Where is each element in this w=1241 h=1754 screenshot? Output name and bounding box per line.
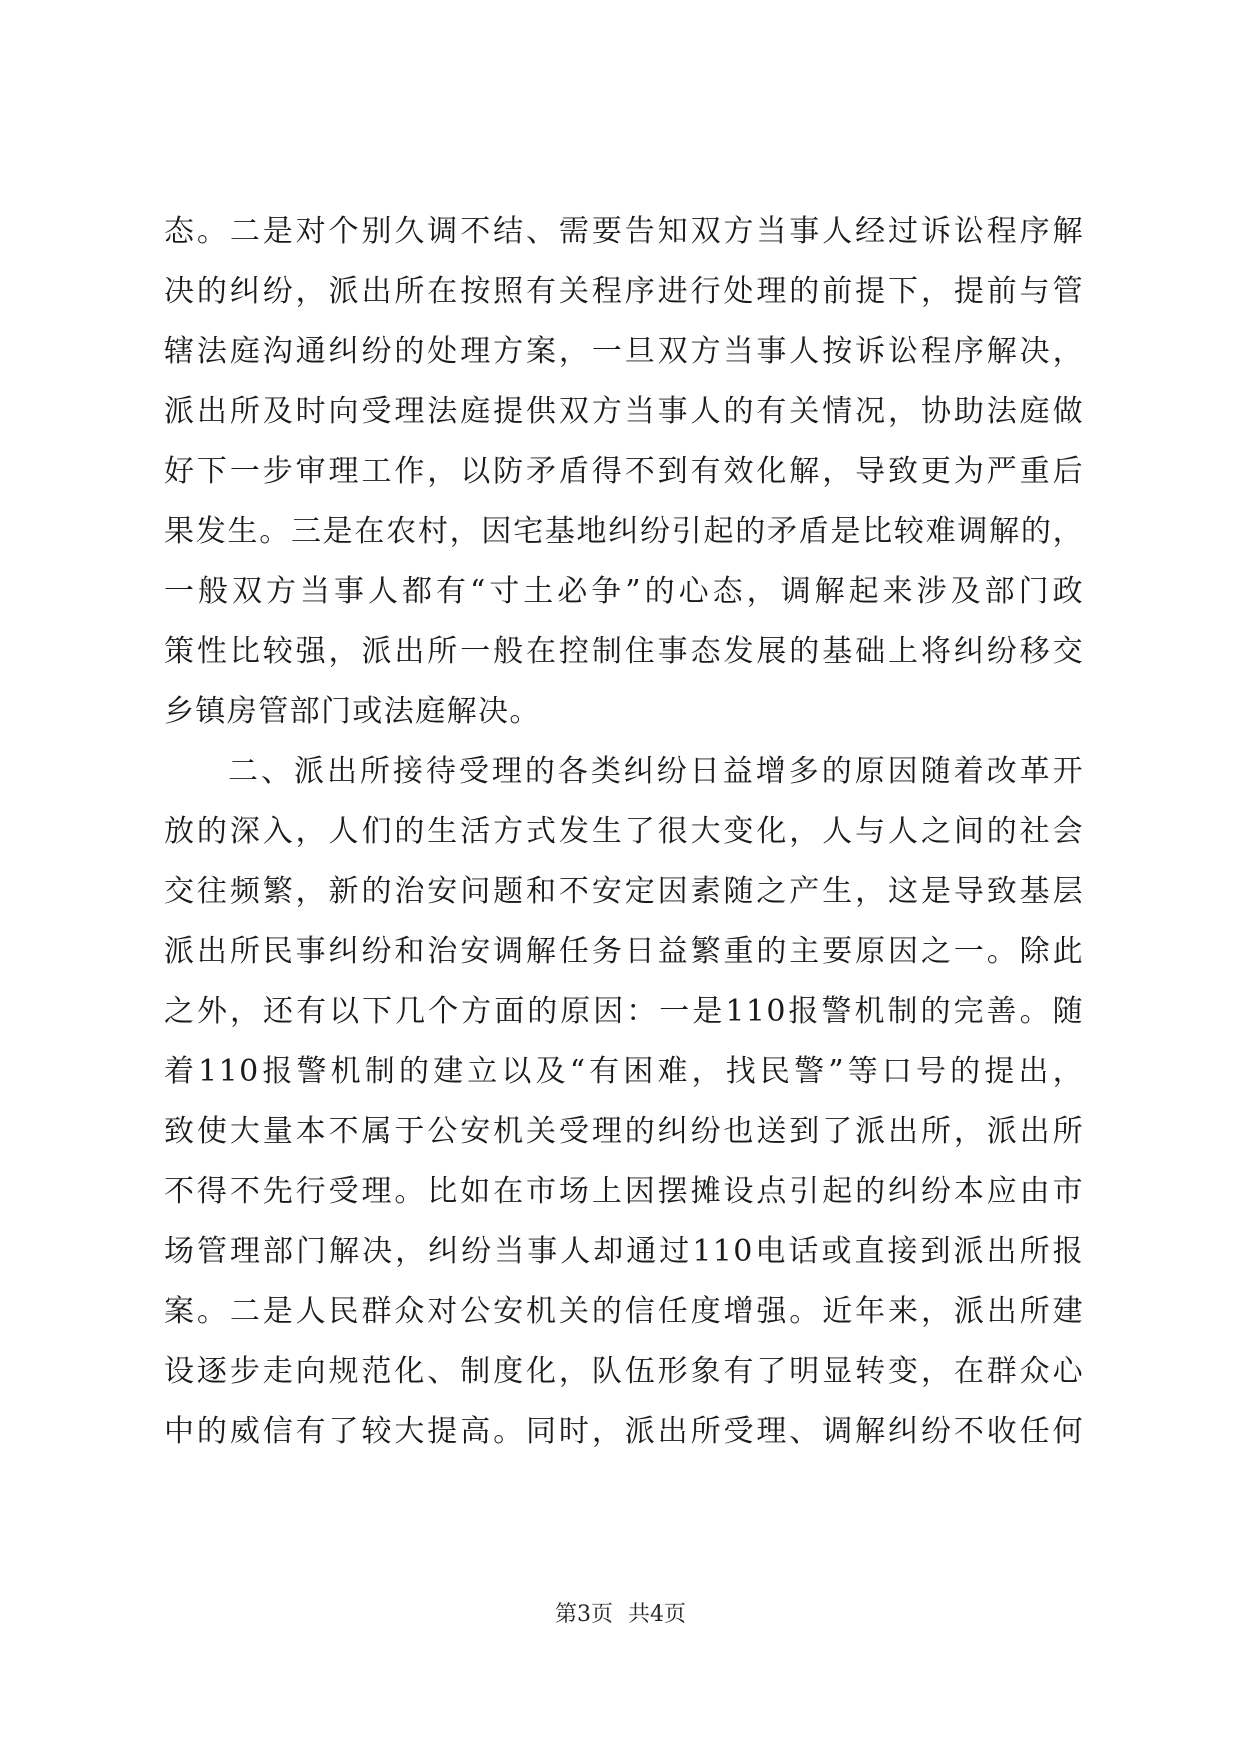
page-footer <box>0 1600 1241 1630</box>
paragraph-2 <box>164 742 1084 1462</box>
text-line: 辖法庭沟通纠纷的处理方案，一旦双方当事人按诉讼程序解决， <box>164 334 1084 369</box>
text-line: 场管理部门解决，纠纷当事人却通过110电话或直接到派出所报 <box>164 1234 1084 1269</box>
text-line: 交往频繁，新的治安问题和不安定因素随之产生，这是导致基层 <box>164 874 1084 909</box>
text-line: 中的威信有了较大提高。同时，派出所受理、调解纠纷不收任何 <box>164 1414 1084 1449</box>
text-line: 态。二是对个别久调不结、需要告知双方当事人经过诉讼程序解 <box>164 214 1084 249</box>
text-line: 策性比较强，派出所一般在控制住事态发展的基础上将纠纷移交 <box>164 634 1084 669</box>
page-total: 共4页 <box>628 1602 686 1627</box>
text-line: 一般双方当事人都有“寸土必争”的心态，调解起来涉及部门政 <box>164 574 1084 609</box>
text-line: 乡镇房管部门或法庭解决。 <box>164 694 541 729</box>
paragraph-1 <box>164 202 1084 742</box>
text-line: 派出所及时向受理法庭提供双方当事人的有关情况，协助法庭做 <box>164 394 1084 429</box>
text-line: 致使大量本不属于公安机关受理的纠纷也送到了派出所，派出所 <box>164 1114 1084 1149</box>
page-number: 第3页 <box>555 1602 613 1627</box>
document-body <box>164 202 1084 1462</box>
text-line: 果发生。三是在农村，因宅基地纠纷引起的矛盾是比较难调解的， <box>164 514 1084 549</box>
text-line: 之外，还有以下几个方面的原因：一是110报警机制的完善。随 <box>164 994 1084 1029</box>
text-line: 好下一步审理工作，以防矛盾得不到有效化解，导致更为严重后 <box>164 454 1084 489</box>
text-line: 不得不先行受理。比如在市场上因摆摊设点引起的纠纷本应由市 <box>164 1174 1084 1209</box>
text-line: 放的深入，人们的生活方式发生了很大变化，人与人之间的社会 <box>164 814 1084 849</box>
text-line: 决的纠纷，派出所在按照有关程序进行处理的前提下，提前与管 <box>164 274 1084 309</box>
text-line: 二、派出所接待受理的各类纠纷日益增多的原因随着改革开 <box>228 754 1084 789</box>
text-line: 设逐步走向规范化、制度化，队伍形象有了明显转变，在群众心 <box>164 1354 1084 1389</box>
text-line: 派出所民事纠纷和治安调解任务日益繁重的主要原因之一。除此 <box>164 934 1084 969</box>
text-line: 案。二是人民群众对公安机关的信任度增强。近年来，派出所建 <box>164 1294 1084 1329</box>
text-line: 着110报警机制的建立以及“有困难，找民警”等口号的提出， <box>164 1054 1084 1089</box>
